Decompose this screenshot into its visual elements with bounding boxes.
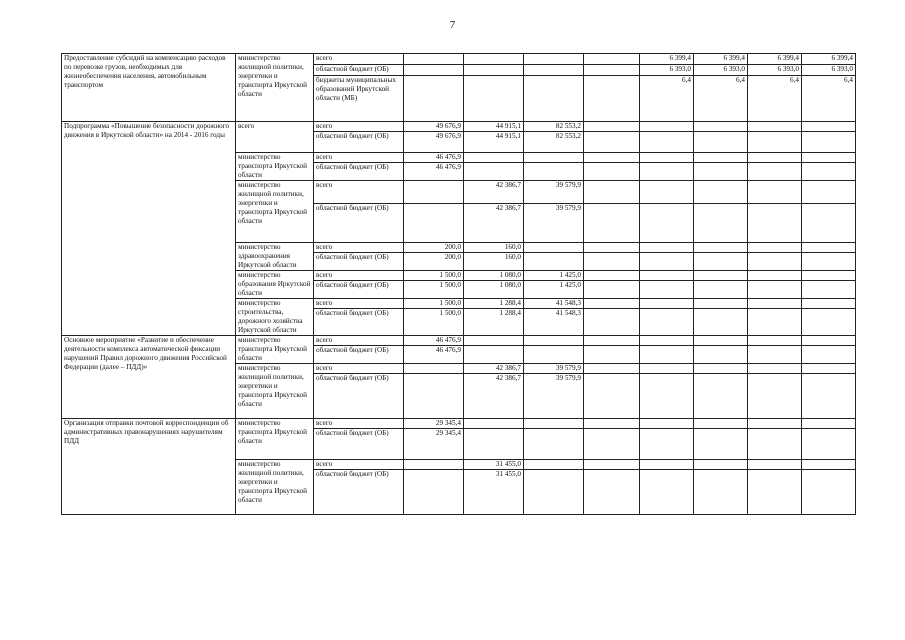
value-cell: [640, 299, 694, 309]
value-cell: [524, 253, 584, 271]
value-cell: [802, 281, 856, 299]
value-cell: [404, 374, 464, 419]
funding-source: всего: [314, 271, 404, 281]
value-cell: [640, 132, 694, 153]
value-cell: [584, 54, 640, 65]
value-cell: [802, 153, 856, 163]
value-cell: [464, 419, 524, 429]
value-cell: [524, 54, 584, 65]
value-cell: [694, 336, 748, 346]
executor-name: министерство строительства, дорожного хозяйства Иркутской области: [236, 299, 314, 336]
value-cell: [584, 271, 640, 281]
value-cell: [748, 346, 802, 364]
value-cell: 6,4: [802, 76, 856, 122]
value-cell: [748, 153, 802, 163]
value-cell: 6 399,4: [748, 54, 802, 65]
page-number: 7: [449, 19, 456, 31]
value-cell: 39 579,9: [524, 374, 584, 419]
value-cell: [694, 153, 748, 163]
value-cell: 42 386,7: [464, 364, 524, 374]
value-cell: [640, 243, 694, 253]
value-cell: [640, 181, 694, 204]
value-cell: [694, 470, 748, 515]
value-cell: [802, 309, 856, 336]
funding-source: областной бюджет (ОБ): [314, 374, 404, 419]
value-cell: [748, 364, 802, 374]
value-cell: [694, 122, 748, 132]
value-cell: 29 345,4: [404, 429, 464, 460]
value-cell: [694, 243, 748, 253]
executor-name: министерство транспорта Иркутской области: [236, 153, 314, 181]
value-cell: 1 080,0: [464, 271, 524, 281]
value-cell: [524, 346, 584, 364]
value-cell: [584, 364, 640, 374]
value-cell: [524, 336, 584, 346]
value-cell: [802, 271, 856, 281]
executor-name: министерство транспорта Иркутской области: [236, 419, 314, 460]
value-cell: [802, 346, 856, 364]
value-cell: 46 476,9: [404, 163, 464, 181]
value-cell: [464, 153, 524, 163]
value-cell: [694, 419, 748, 429]
value-cell: [524, 163, 584, 181]
value-cell: 6 399,4: [640, 54, 694, 65]
value-cell: 6,4: [694, 76, 748, 122]
value-cell: [640, 429, 694, 460]
value-cell: [640, 460, 694, 470]
event-name: Подпрограмма «Повышение безопасности дорожного движения в Иркутской области» на 2014 - 2016 годы: [62, 122, 236, 336]
value-cell: [802, 336, 856, 346]
value-cell: [584, 163, 640, 181]
value-cell: [404, 204, 464, 243]
value-cell: [640, 122, 694, 132]
funding-source: всего: [314, 243, 404, 253]
value-cell: 29 345,4: [404, 419, 464, 429]
value-cell: [464, 336, 524, 346]
value-cell: [640, 346, 694, 364]
value-cell: [802, 470, 856, 515]
value-cell: [802, 204, 856, 243]
value-cell: [748, 204, 802, 243]
value-cell: [748, 429, 802, 460]
value-cell: 39 579,9: [524, 364, 584, 374]
value-cell: [640, 419, 694, 429]
value-cell: 1 080,0: [464, 281, 524, 299]
value-cell: 6 399,4: [802, 54, 856, 65]
value-cell: 6,4: [640, 76, 694, 122]
value-cell: [694, 364, 748, 374]
value-cell: [640, 204, 694, 243]
value-cell: [748, 336, 802, 346]
value-cell: [640, 253, 694, 271]
value-cell: [464, 76, 524, 122]
value-cell: [748, 253, 802, 271]
table-row: [62, 419, 856, 429]
value-cell: [640, 470, 694, 515]
funding-source: всего: [314, 153, 404, 163]
event-name: Предоставление субсидий на компенсацию расходов по перевозке грузов, необходимых для жизнеобеспечения населения, автомобильным транспортом: [62, 54, 236, 122]
value-cell: [464, 163, 524, 181]
value-cell: [640, 163, 694, 181]
value-cell: [584, 374, 640, 419]
funding-source: всего: [314, 336, 404, 346]
value-cell: [584, 65, 640, 76]
value-cell: [584, 460, 640, 470]
funding-source: всего: [314, 181, 404, 204]
value-cell: [748, 299, 802, 309]
value-cell: [694, 132, 748, 153]
value-cell: [584, 429, 640, 460]
funding-source: областной бюджет (ОБ): [314, 163, 404, 181]
value-cell: [748, 271, 802, 281]
value-cell: [694, 253, 748, 271]
value-cell: [524, 65, 584, 76]
value-cell: [802, 163, 856, 181]
value-cell: 1 288,4: [464, 299, 524, 309]
value-cell: [802, 253, 856, 271]
value-cell: [524, 429, 584, 460]
value-cell: 200,0: [404, 253, 464, 271]
value-cell: [640, 309, 694, 336]
funding-source: областной бюджет (ОБ): [314, 346, 404, 364]
value-cell: [802, 460, 856, 470]
value-cell: 44 915,1: [464, 122, 524, 132]
table-row: [62, 54, 856, 65]
value-cell: [748, 309, 802, 336]
value-cell: [748, 419, 802, 429]
executor-name: министерство транспорта Иркутской области: [236, 336, 314, 364]
event-name: Организация отправки почтовой корреспонденции об административных правонарушениях нарушителям ПДД: [62, 419, 236, 515]
value-cell: [584, 204, 640, 243]
funding-source: областной бюджет (ОБ): [314, 281, 404, 299]
value-cell: 1 500,0: [404, 281, 464, 299]
value-cell: 1 500,0: [404, 309, 464, 336]
value-cell: [404, 364, 464, 374]
value-cell: 42 386,7: [464, 181, 524, 204]
value-cell: [748, 163, 802, 181]
funding-source: областной бюджет (ОБ): [314, 204, 404, 243]
budget-table: [61, 53, 856, 515]
value-cell: [404, 76, 464, 122]
value-cell: 49 676,9: [404, 132, 464, 153]
value-cell: 6 393,0: [748, 65, 802, 76]
value-cell: [748, 460, 802, 470]
value-cell: [694, 281, 748, 299]
value-cell: [464, 54, 524, 65]
value-cell: 1 425,0: [524, 281, 584, 299]
value-cell: 1 425,0: [524, 271, 584, 281]
value-cell: 1 500,0: [404, 271, 464, 281]
value-cell: [694, 374, 748, 419]
funding-source: областной бюджет (ОБ): [314, 65, 404, 76]
value-cell: [584, 309, 640, 336]
value-cell: [464, 346, 524, 364]
value-cell: [640, 336, 694, 346]
funding-source: бюджеты муниципальных образований Иркутской области (МБ): [314, 76, 404, 122]
value-cell: [524, 419, 584, 429]
value-cell: 46 476,9: [404, 346, 464, 364]
value-cell: [694, 181, 748, 204]
value-cell: [802, 364, 856, 374]
executor-name: министерство образования Иркутской области: [236, 271, 314, 299]
value-cell: 39 579,9: [524, 181, 584, 204]
value-cell: [584, 419, 640, 429]
value-cell: [802, 374, 856, 419]
funding-source: всего: [314, 122, 404, 132]
table-row: [62, 122, 856, 132]
value-cell: 42 386,7: [464, 374, 524, 419]
value-cell: [584, 336, 640, 346]
value-cell: [748, 281, 802, 299]
funding-source: областной бюджет (ОБ): [314, 253, 404, 271]
value-cell: [748, 374, 802, 419]
value-cell: [524, 470, 584, 515]
value-cell: [584, 346, 640, 364]
funding-source: всего: [314, 299, 404, 309]
value-cell: 44 915,1: [464, 132, 524, 153]
value-cell: 41 548,3: [524, 299, 584, 309]
value-cell: [802, 419, 856, 429]
value-cell: [694, 429, 748, 460]
funding-source: областной бюджет (ОБ): [314, 132, 404, 153]
value-cell: [694, 271, 748, 281]
value-cell: 1 500,0: [404, 299, 464, 309]
value-cell: [464, 65, 524, 76]
value-cell: 6 393,0: [640, 65, 694, 76]
value-cell: [640, 374, 694, 419]
value-cell: [464, 429, 524, 460]
value-cell: [694, 163, 748, 181]
value-cell: 6,4: [748, 76, 802, 122]
value-cell: [584, 132, 640, 153]
value-cell: [584, 122, 640, 132]
value-cell: [694, 204, 748, 243]
value-cell: [404, 54, 464, 65]
value-cell: 1 288,4: [464, 309, 524, 336]
value-cell: [584, 281, 640, 299]
value-cell: [694, 299, 748, 309]
value-cell: 6 393,0: [802, 65, 856, 76]
value-cell: [640, 281, 694, 299]
value-cell: [524, 153, 584, 163]
value-cell: [748, 243, 802, 253]
value-cell: [584, 76, 640, 122]
value-cell: [404, 65, 464, 76]
value-cell: [802, 429, 856, 460]
value-cell: 160,0: [464, 243, 524, 253]
value-cell: [584, 153, 640, 163]
table-row: [62, 336, 856, 346]
value-cell: 42 386,7: [464, 204, 524, 243]
value-cell: [584, 253, 640, 271]
funding-source: областной бюджет (ОБ): [314, 429, 404, 460]
funding-source: всего: [314, 54, 404, 65]
value-cell: [640, 271, 694, 281]
value-cell: [694, 309, 748, 336]
value-cell: [404, 470, 464, 515]
value-cell: [640, 153, 694, 163]
value-cell: [748, 122, 802, 132]
funding-source: областной бюджет (ОБ): [314, 309, 404, 336]
event-name: Основное мероприятие «Развитие и обеспечение деятельности комплекса автоматической фиксации нарушений Правил дорожного движения Российской Федерации (далее – ПДД)»: [62, 336, 236, 419]
value-cell: [524, 76, 584, 122]
value-cell: 31 455,0: [464, 460, 524, 470]
value-cell: [748, 470, 802, 515]
value-cell: [802, 243, 856, 253]
value-cell: [584, 181, 640, 204]
executor-name: министерство жилищной политики, энергетики и транспорта Иркутской области: [236, 54, 314, 122]
value-cell: [802, 299, 856, 309]
value-cell: 200,0: [404, 243, 464, 253]
value-cell: [802, 132, 856, 153]
value-cell: 49 676,9: [404, 122, 464, 132]
value-cell: [404, 181, 464, 204]
value-cell: 82 553,2: [524, 132, 584, 153]
value-cell: [524, 243, 584, 253]
executor-name: министерство жилищной политики, энергетики и транспорта Иркутской области: [236, 181, 314, 243]
funding-source: всего: [314, 364, 404, 374]
value-cell: [584, 299, 640, 309]
value-cell: 31 455,0: [464, 470, 524, 515]
value-cell: 46 476,9: [404, 336, 464, 346]
value-cell: [748, 181, 802, 204]
funding-source: всего: [314, 460, 404, 470]
value-cell: [802, 181, 856, 204]
value-cell: [802, 122, 856, 132]
value-cell: 6 393,0: [694, 65, 748, 76]
value-cell: 39 579,9: [524, 204, 584, 243]
executor-name: министерство жилищной политики, энергетики и транспорта Иркутской области: [236, 460, 314, 515]
value-cell: [584, 243, 640, 253]
value-cell: 82 553,2: [524, 122, 584, 132]
executor-name: министерство здравоохранения Иркутской области: [236, 243, 314, 271]
value-cell: 6 399,4: [694, 54, 748, 65]
value-cell: [584, 470, 640, 515]
executor-name: министерство жилищной политики, энергетики и транспорта Иркутской области: [236, 364, 314, 419]
executor-name: всего: [236, 122, 314, 153]
value-cell: 41 548,3: [524, 309, 584, 336]
value-cell: [640, 364, 694, 374]
value-cell: [404, 460, 464, 470]
value-cell: 160,0: [464, 253, 524, 271]
value-cell: [694, 346, 748, 364]
value-cell: 46 476,9: [404, 153, 464, 163]
value-cell: [694, 460, 748, 470]
value-cell: [524, 460, 584, 470]
funding-source: всего: [314, 419, 404, 429]
value-cell: [748, 132, 802, 153]
funding-source: областной бюджет (ОБ): [314, 470, 404, 515]
